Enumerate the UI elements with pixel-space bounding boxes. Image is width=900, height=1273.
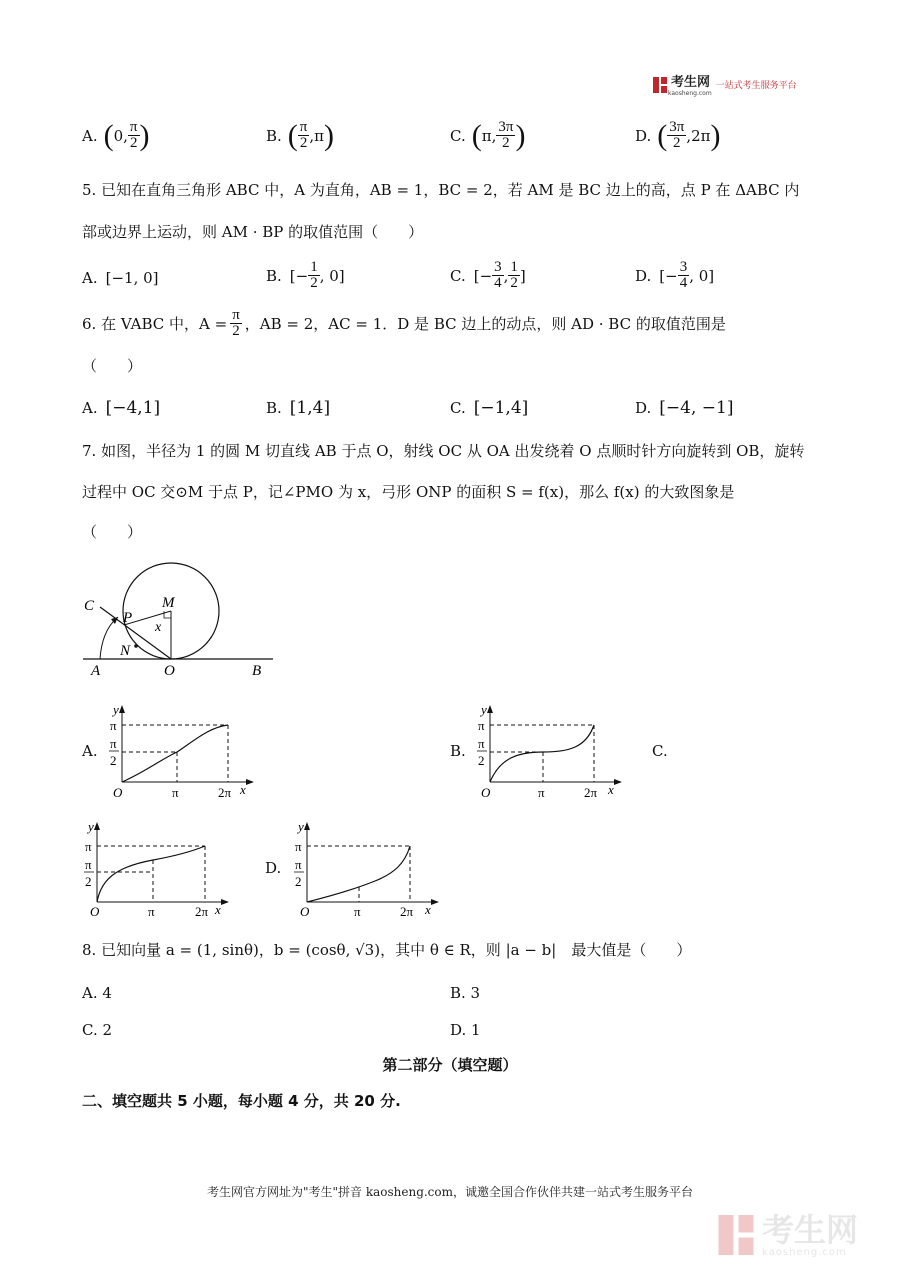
q4-option-a: A. ( 0, $\frac{\pi}{2}$ )	[82, 118, 150, 152]
q5-option-d: D. [− $\frac{3}{4}$ , 0]	[635, 259, 715, 291]
svg-text:π: π	[110, 718, 117, 733]
q4-option-b: B. ( $\frac{\pi}{2}$ ,π )	[266, 118, 335, 152]
q8-option-c: C. 2	[82, 1021, 113, 1039]
svg-text:y: y	[113, 702, 119, 717]
fig-label-o: O	[164, 663, 175, 679]
svg-text:2: 2	[478, 753, 485, 768]
q5-stem-line2: 部或边界上运动，则 AM · BP 的取值范围（ ）	[82, 223, 424, 241]
q5-option-b: B. [− $\frac{1}{2}$ , 0]	[266, 259, 345, 291]
svg-text:x: x	[425, 902, 431, 917]
logo-url: kaosheng.com	[668, 90, 712, 97]
q7-option-d-label: D.	[265, 859, 282, 877]
fig-label-a: A	[91, 663, 101, 679]
fig-label-c: C	[84, 598, 95, 614]
svg-text:π: π	[85, 857, 92, 872]
graph-a-curve	[122, 725, 228, 782]
svg-text:π: π	[148, 904, 155, 919]
q7-option-c-label: C.	[652, 742, 668, 760]
q4-b-frac: $\frac{\pi}{2}$	[299, 119, 308, 151]
q8-option-d: D. 1	[450, 1021, 481, 1039]
logo-name: 考生网	[671, 75, 711, 90]
q4-option-c: C. ( π, $\frac{3\pi}{2}$ )	[450, 118, 526, 152]
svg-text:π: π	[85, 839, 92, 854]
graph-c-curve	[97, 846, 205, 902]
logo-slogan: 一站式考生服务平台	[715, 81, 797, 91]
q6-paren: （ ）	[82, 357, 143, 375]
q7-graph-d	[285, 815, 445, 920]
q4-option-d: D. ( $\frac{3\pi}{2}$ ,2π )	[635, 118, 721, 152]
svg-text:π: π	[110, 736, 117, 751]
q4-a-frac: $\frac{\pi}{2}$	[129, 119, 138, 151]
q4-c-frac: $\frac{3\pi}{2}$	[498, 119, 514, 151]
footer-text: 考生网官方网址为"考生"拼音 kaosheng.com，诚邀全国合作伙伴共建一站式考生服务平台	[206, 1185, 694, 1199]
q4-d-frac: $\frac{3\pi}{2}$	[669, 119, 685, 151]
q7-graph-c	[75, 815, 235, 920]
q7-geometry-figure	[78, 555, 278, 680]
graph-b-curve	[490, 725, 594, 782]
fig-label-p: P	[123, 610, 133, 626]
part2-title: 第二部分（填空题）	[382, 1056, 518, 1074]
q7-stem-line2: 过程中 OC 交⊙M 于点 P，记∠PMO 为 x，弓形 ONP 的面积 S = f(x)，那么 f(x) 的大致图象是	[82, 483, 735, 501]
svg-text:O: O	[481, 785, 491, 800]
fig-label-n: N	[120, 643, 131, 659]
fig-label-b: B	[252, 663, 262, 679]
q6-option-d: D. [−4, −1]	[635, 398, 734, 418]
svg-text:2: 2	[110, 753, 117, 768]
q5-option-a: A. [−1, 0]	[82, 269, 159, 287]
q7-option-a-label: A.	[82, 742, 98, 760]
part2-heading: 二、填空题共 5 小题，每小题 4 分，共 20 分.	[82, 1092, 401, 1110]
svg-text:y: y	[481, 702, 487, 717]
q8-stem: 8. 已知向量 a = (1, sinθ)，b = (cosθ, √3)，其中 θ ∈ R，则 |a − b| 最大值是（ ）	[82, 941, 692, 959]
svg-text:x: x	[215, 902, 221, 917]
q7-graph-a	[100, 700, 260, 802]
q6-option-b: B. [1,4]	[266, 398, 331, 418]
q6-option-c: C. [−1,4]	[450, 398, 529, 418]
q8-option-b: B. 3	[450, 984, 481, 1002]
svg-text:π: π	[354, 904, 361, 919]
svg-text:2: 2	[295, 874, 302, 889]
svg-text:π: π	[295, 857, 302, 872]
svg-text:2: 2	[85, 874, 92, 889]
fig-label-m: M	[162, 595, 175, 611]
svg-text:π: π	[172, 785, 179, 800]
logo-mark-icon	[652, 76, 668, 94]
svg-text:2π: 2π	[400, 904, 414, 919]
q7-graph-b	[468, 700, 628, 802]
svg-text:O: O	[300, 904, 310, 919]
header-logo	[652, 72, 797, 97]
svg-text:y: y	[88, 819, 94, 834]
q7-paren: （ ）	[82, 523, 143, 541]
svg-text:x: x	[608, 782, 614, 797]
graph-d-curve	[307, 846, 410, 902]
svg-text:π: π	[538, 785, 545, 800]
svg-text:O: O	[90, 904, 100, 919]
svg-text:2π: 2π	[218, 785, 232, 800]
q7-stem-line1: 7. 如图，半径为 1 的圆 M 切直线 AB 于点 O，射线 OC 从 OA 出发绕着 O 点顺时针方向旋转到 OB，旋转	[82, 442, 805, 460]
svg-text:O: O	[113, 785, 123, 800]
watermark-logo-icon	[716, 1212, 756, 1258]
svg-text:x: x	[240, 782, 246, 797]
svg-text:π: π	[478, 736, 485, 751]
svg-text:y: y	[298, 819, 304, 834]
watermark-url: kaosheng.com	[762, 1246, 847, 1258]
svg-text:2π: 2π	[195, 904, 209, 919]
svg-text:π: π	[295, 839, 302, 854]
q6-option-a: A. [−4,1]	[82, 398, 161, 418]
watermark-name: 考生网	[762, 1210, 859, 1249]
q5-stem-line1: 5. 已知在直角三角形 ABC 中，A 为直角，AB = 1，BC = 2，若 AM 是 BC 边上的高，点 P 在 ΔABC 内	[82, 181, 800, 199]
fig-label-x: x	[155, 620, 162, 635]
q5-option-c: C. [− $\frac{3}{4}$ , $\frac{1}{2}$ ]	[450, 259, 526, 291]
footer-watermark	[716, 1212, 858, 1258]
svg-text:π: π	[478, 718, 485, 733]
q7-option-b-label: B.	[450, 742, 466, 760]
svg-text:2π: 2π	[584, 785, 598, 800]
q8-option-a: A. 4	[82, 984, 112, 1002]
q6-stem: 6. 在 VABC 中，A = $\frac{\pi}{2}$ ，AB = 2，AC = 1．D 是 BC 边上的动点，则 AD · BC 的取值范围是	[82, 307, 726, 339]
